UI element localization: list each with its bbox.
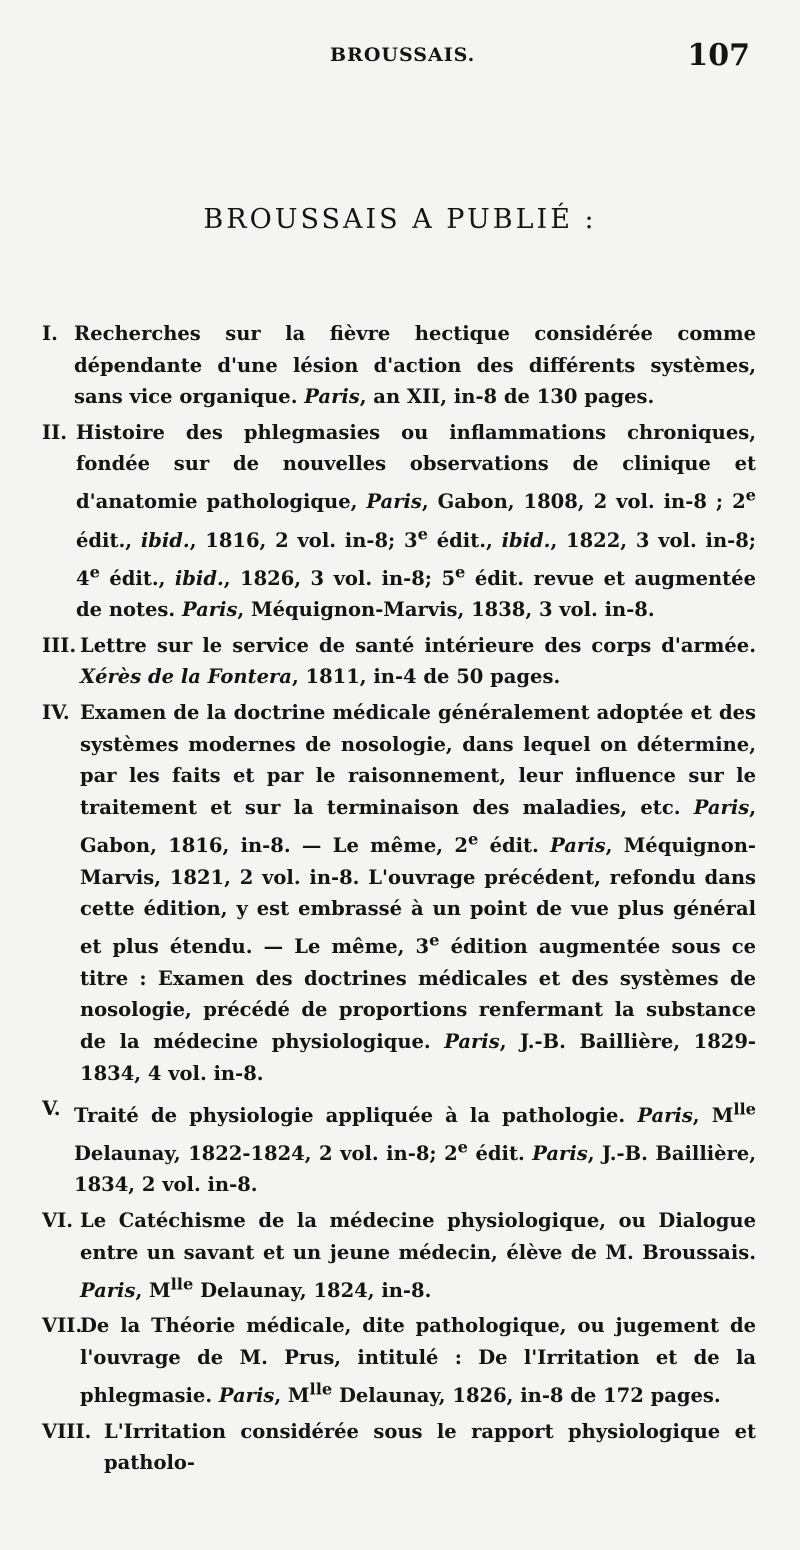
entry-text-segment: édit.,	[76, 528, 141, 552]
superscript: e	[745, 485, 756, 505]
entry-text-segment: édition augmentée sous ce titre : Examen des doctrines médicales et des systèmes de nosologie, précédé de proportions renfermant la substance de la médecine physiologique.	[80, 935, 757, 1053]
italic-text: ibid.	[174, 566, 224, 590]
superscript: e	[457, 1137, 469, 1157]
running-head: BROUSSAIS.	[330, 44, 476, 66]
italic-text: Paris	[532, 1141, 588, 1165]
entry-text-segment: , M	[274, 1383, 310, 1407]
entry-number: IV.	[42, 701, 70, 725]
italic-text: Paris	[218, 1383, 275, 1407]
entry-text-segment: , 1826, 3 vol. in-8; 5	[223, 566, 456, 590]
italic-text: ibid.	[501, 528, 551, 552]
entry-text-segment: , M	[135, 1278, 171, 1302]
page-number: 107	[687, 38, 750, 73]
bibliography-list	[42, 318, 756, 1483]
superscript: e	[89, 562, 100, 582]
entry-text-segment: édit.	[468, 1141, 533, 1165]
entry-text-segment: Delaunay, 1822-1824, 2 vol. in-8; 2	[74, 1141, 458, 1165]
entry-text-segment: Lettre sur le service de santé intérieure des corps d'armée.	[80, 633, 756, 657]
entry-number: II.	[42, 420, 68, 444]
entry-text-segment: , 1822, 3 vol. in-8; 4	[76, 528, 756, 590]
superscript: e	[429, 930, 440, 950]
entry-text	[74, 1099, 757, 1197]
section-title: BROUSSAIS A PUBLIÉ :	[203, 204, 597, 235]
bibliography-entry	[42, 1310, 756, 1411]
entry-text-segment: , Gabon, 1816, in-8. — Le même, 2	[80, 795, 756, 857]
entry-text-segment: édit. revue et augmentée de notes.	[76, 566, 756, 622]
bibliography-entry	[42, 1416, 756, 1479]
entry-text-segment: , an XII, in-8 de 130 pages.	[359, 385, 655, 409]
entry-text-segment: Traité de physiologie appliquée à la pathologie.	[74, 1103, 638, 1127]
entry-text	[104, 1420, 756, 1475]
entry-text	[74, 322, 756, 408]
superscript: e	[455, 562, 466, 582]
entry-number: VI.	[42, 1208, 74, 1232]
entry-text-segment: Examen de la doctrine médicale généralement adoptée et des systèmes modernes de nosologie, dans lequel on détermine, par les faits et par le raisonnement, leur influence sur le traitement et sur la terminaison des maladies, etc.	[80, 701, 756, 819]
superscript: lle	[309, 1379, 333, 1399]
bibliography-entry	[42, 1205, 756, 1306]
italic-text: Paris	[181, 598, 238, 622]
entry-text	[80, 1314, 756, 1407]
entry-text	[76, 421, 756, 621]
entry-text-segment: édit.,	[427, 528, 502, 552]
entry-number: I.	[42, 322, 58, 345]
entry-text-segment: , 1811, in-4 de 50 pages.	[291, 665, 561, 689]
bibliography-entry	[42, 1093, 756, 1201]
entry-text	[80, 634, 756, 689]
bibliography-entry	[42, 630, 756, 693]
italic-text: Paris	[637, 1103, 693, 1127]
entry-number: III.	[42, 633, 77, 657]
entry-text-segment: Delaunay, 1824, in-8.	[193, 1278, 432, 1302]
entry-text	[80, 701, 756, 1085]
entry-number: VII.	[42, 1314, 83, 1338]
entry-number: V.	[42, 1097, 61, 1121]
entry-text-segment: , Méquignon-Marvis, 1838, 3 vol. in-8.	[237, 598, 655, 622]
entry-text-segment: , Gabon, 1808, 2 vol. in-8 ; 2	[421, 490, 746, 514]
entry-text-segment: , M	[692, 1103, 734, 1127]
bibliography-entry	[42, 417, 756, 626]
entry-text-segment: , J.-B. Baillière, 1829-1834, 4 vol. in-8.	[80, 1029, 756, 1085]
entry-text	[80, 1209, 756, 1302]
entry-text-segment: Delaunay, 1826, in-8 de 172 pages.	[332, 1383, 721, 1407]
entry-text-segment: Le Catéchisme de la médecine physiologique, ou Dialogue entre un savant et un jeune médecin, élève de M. Broussais.	[80, 1208, 756, 1264]
superscript: e	[467, 829, 479, 849]
entry-text-segment: édit.,	[99, 566, 175, 590]
italic-text: Paris	[550, 833, 606, 857]
italic-text: Paris	[693, 795, 750, 819]
entry-text-segment: Recherches sur la fièvre hectique considérée comme dépendante d'une lésion d'action des différents systèmes, sans vice organique.	[74, 322, 756, 409]
entry-text-segment: L'Irritation considérée sous le rapport physiologique et patholo-	[104, 1419, 756, 1475]
italic-text: Paris	[366, 490, 422, 514]
italic-text: Paris	[304, 385, 360, 409]
italic-text: Paris	[80, 1278, 136, 1302]
bibliography-entry	[42, 318, 756, 413]
entry-text-segment: Histoire des phlegmasies ou inflammations chroniques, fondée sur de nouvelles observations de clinique et d'anatomie pathologique,	[76, 420, 756, 514]
italic-text: Xérès de la Fontera	[80, 665, 292, 689]
entry-text-segment: , J.-B. Baillière, 1834, 2 vol. in-8.	[74, 1141, 757, 1197]
italic-text: ibid.	[140, 528, 190, 552]
entry-text-segment: , 1816, 2 vol. in-8; 3	[189, 528, 418, 552]
italic-text: Paris	[444, 1029, 500, 1053]
entry-text-segment: De la Théorie médicale, dite pathologique, ou jugement de l'ouvrage de M. Prus, intitulé : De l'Irritation et de la phlegmasie.	[80, 1314, 756, 1407]
superscript: lle	[733, 1099, 756, 1119]
entry-text-segment: , Méquignon-Marvis, 1821, 2 vol. in-8. L'ouvrage précédent, refondu dans cette édition, y est embrassé à un point de vue plus général et plus étendu. — Le même, 3	[80, 833, 756, 959]
entry-text-segment: édit.	[478, 833, 551, 857]
superscript: e	[417, 524, 428, 544]
superscript: lle	[170, 1274, 194, 1294]
bibliography-entry	[42, 697, 756, 1089]
entry-number: VIII.	[42, 1419, 92, 1443]
